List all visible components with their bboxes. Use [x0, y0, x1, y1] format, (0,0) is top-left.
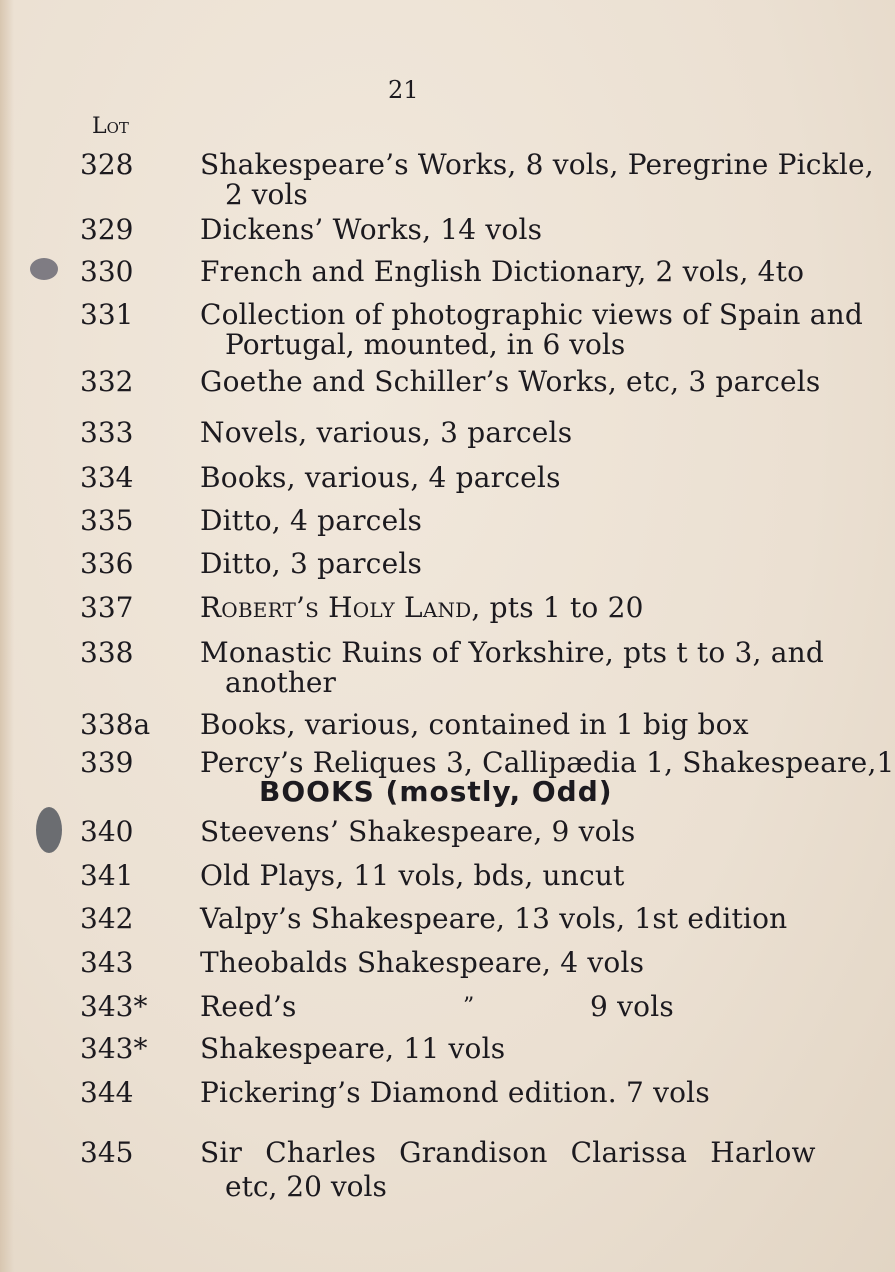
lot-number: 342 — [80, 902, 134, 935]
lot-description-continued: another — [225, 666, 336, 699]
lot-description-continued: etc, 20 vols — [225, 1170, 387, 1203]
lot-description: Percy’s Reliques 3, Callipædia 1, Shakespeare,1 — [200, 746, 895, 779]
lot-number: 343 — [80, 946, 134, 979]
lot-number: 338 — [80, 636, 134, 669]
lot-number: 337 — [80, 591, 134, 624]
lot-description-volumes: 9 vols — [590, 990, 674, 1023]
lot-description: Theobalds Shakespeare, 4 vols — [200, 946, 645, 979]
lot-description: Goethe and Schiller’s Works, etc, 3 parcels — [200, 365, 821, 398]
lot-description: Pickering’s Diamond edition. 7 vols — [200, 1076, 710, 1109]
lot-number: 332 — [80, 365, 134, 398]
section-heading: BOOKS (mostly, Odd) — [259, 775, 613, 808]
page-number: 21 — [388, 76, 419, 104]
lot-description: Ditto, 3 parcels — [200, 547, 423, 580]
lot-description: Shakespeare, 11 vols — [200, 1032, 506, 1065]
lot-description: Monastic Ruins of Yorkshire, pts t to 3, and — [200, 636, 824, 669]
page-edge-shadow — [0, 0, 14, 1272]
lot-description-continued: Portugal, mounted, in 6 vols — [225, 328, 626, 361]
lot-description: Sir Charles Grandison Clarissa Harlow — [200, 1136, 816, 1169]
lot-number: 335 — [80, 504, 134, 537]
lot-title-small-caps: Robert’s Holy Land — [200, 591, 472, 624]
lot-description: French and English Dictionary, 2 vols, 4to — [200, 255, 805, 288]
lot-number: 334 — [80, 461, 134, 494]
lot-description: Ditto, 4 parcels — [200, 504, 423, 537]
lot-number: 336 — [80, 547, 134, 580]
lot-number: 341 — [80, 859, 134, 892]
lot-description: Books, various, contained in 1 big box — [200, 708, 749, 741]
lot-number: 343* — [80, 990, 148, 1023]
lot-description: Shakespeare’s Works, 8 vols, Peregrine Pickle, — [200, 148, 874, 181]
lot-description: Old Plays, 11 vols, bds, uncut — [200, 859, 625, 892]
ink-stain — [36, 807, 62, 853]
lot-description: Collection of photographic views of Spain and — [200, 298, 864, 331]
ditto-mark: ” — [463, 994, 475, 1019]
lot-title-rest: , pts 1 to 20 — [471, 591, 644, 624]
lot-description: Books, various, 4 parcels — [200, 461, 561, 494]
lot-number: 340 — [80, 815, 134, 848]
lot-description: Dickens’ Works, 14 vols — [200, 213, 543, 246]
lot-description: Novels, various, 3 parcels — [200, 416, 573, 449]
lot-column-header: Lot — [92, 114, 129, 139]
lot-number: 328 — [80, 148, 134, 181]
lot-number: 343* — [80, 1032, 148, 1065]
lot-number: 339 — [80, 746, 134, 779]
ink-stain — [30, 258, 58, 280]
lot-description: Steevens’ Shakespeare, 9 vols — [200, 815, 636, 848]
lot-description-continued: 2 vols — [225, 178, 308, 211]
lot-number: 331 — [80, 298, 134, 331]
lot-number: 329 — [80, 213, 134, 246]
lot-number: 345 — [80, 1136, 134, 1169]
lot-description — [200, 591, 644, 624]
lot-number: 344 — [80, 1076, 134, 1109]
lot-number: 330 — [80, 255, 134, 288]
lot-number: 333 — [80, 416, 134, 449]
lot-description: Valpy’s Shakespeare, 13 vols, 1st edition — [200, 902, 788, 935]
lot-number: 338a — [80, 708, 151, 741]
lot-description: Reed’s — [200, 990, 297, 1023]
